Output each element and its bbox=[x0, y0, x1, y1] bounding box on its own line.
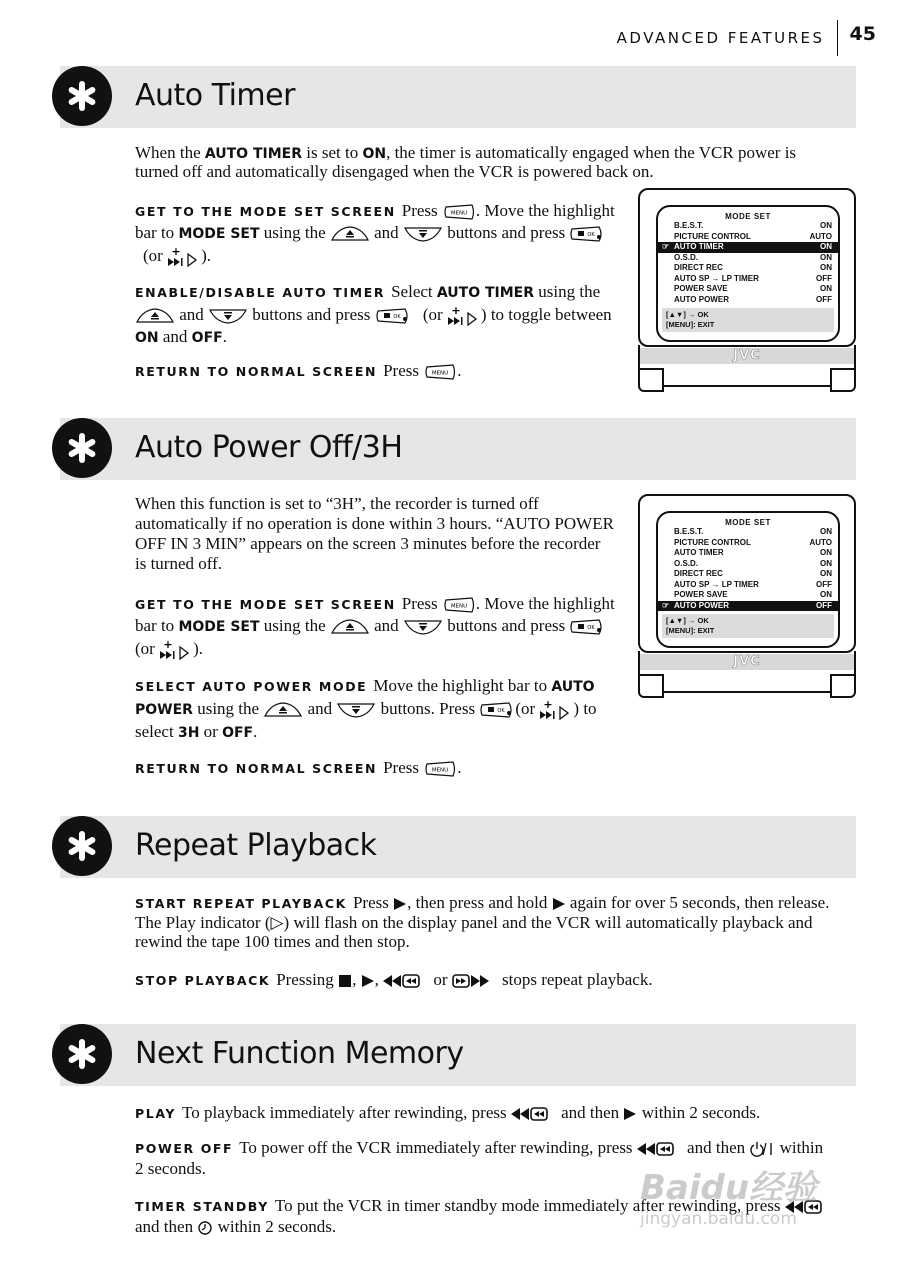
asterisk-icon bbox=[52, 816, 112, 876]
screen-footer: [▲▼] → OK [MENU]: EXIT bbox=[662, 614, 834, 638]
play-plus-icon bbox=[159, 640, 193, 660]
play-icon bbox=[623, 1107, 637, 1121]
auto-timer-title: Auto Timer bbox=[135, 78, 295, 113]
auto-power-step-return: RETURN TO NORMAL SCREEN Press . bbox=[135, 758, 462, 777]
auto-timer-step-return: RETURN TO NORMAL SCREEN Press . bbox=[135, 361, 462, 380]
screen-footer: [▲▼] → OK [MENU]: EXIT bbox=[662, 308, 834, 332]
rewind-icon bbox=[383, 973, 429, 989]
menu-row: AUTO SP → LP TIMER OFF bbox=[674, 579, 832, 589]
auto-power-step-select: SELECT AUTO POWER MODE Move the highlight bar to AUTO POWER using the and buttons. Press (or ) to select 3H or OFF. bbox=[135, 676, 597, 741]
tv-mode-set-screen-auto-power bbox=[638, 494, 856, 694]
rewind-icon bbox=[637, 1141, 683, 1157]
repeat-playback-heading-bar bbox=[60, 816, 856, 878]
auto-power-heading-bar bbox=[60, 418, 856, 480]
down-arrow-button-icon bbox=[403, 619, 443, 635]
up-arrow-button-icon bbox=[330, 619, 370, 635]
pointer-icon: ☞ bbox=[662, 600, 670, 610]
section-label: ADVANCED FEATURES bbox=[616, 29, 825, 47]
menu-row: PICTURE CONTROL AUTO bbox=[674, 231, 832, 241]
down-arrow-button-icon bbox=[208, 308, 248, 324]
fast-forward-icon bbox=[452, 973, 498, 989]
menu-row: POWER SAVE ON bbox=[674, 284, 832, 293]
menu-row: POWER SAVE ON bbox=[674, 590, 832, 599]
menu-row: AUTO TIMER ON bbox=[674, 548, 832, 557]
menu-row-highlighted: ☞ AUTO TIMER ON bbox=[658, 242, 838, 253]
play-icon bbox=[393, 897, 407, 911]
tv-mode-set-screen-auto-timer bbox=[638, 188, 856, 388]
up-arrow-button-icon bbox=[263, 702, 303, 718]
running-header bbox=[617, 20, 876, 56]
menu-row: B.E.S.T. ON bbox=[674, 527, 832, 536]
auto-power-title: Auto Power Off/3H bbox=[135, 430, 403, 465]
watermark: Baidu经验 jingyan.baidu.com bbox=[640, 1168, 818, 1229]
ok-button-icon bbox=[569, 225, 605, 243]
menu-row: AUTO SP → LP TIMER OFF bbox=[674, 273, 832, 283]
next-function-heading-bar bbox=[60, 1024, 856, 1086]
power-icon bbox=[749, 1141, 775, 1157]
play-plus-icon bbox=[539, 700, 573, 720]
menu-row: PICTURE CONTROL AUTO bbox=[674, 537, 832, 547]
menu-row: AUTO POWER OFF bbox=[674, 294, 832, 304]
menu-row-highlighted: ☞ AUTO POWER OFF bbox=[658, 601, 838, 612]
down-arrow-button-icon bbox=[403, 226, 443, 242]
timer-icon bbox=[197, 1220, 213, 1236]
ok-button-icon bbox=[479, 701, 515, 719]
menu-button-icon bbox=[423, 364, 457, 380]
asterisk-icon bbox=[52, 418, 112, 478]
tv-screen: MODE SET B.E.S.T. ON PICTURE CONTROL AUTO AUTO TIMER ON O.S.D. ON DIRECT REC ON AUTO SP → LP TIMER OFF POWER SAVE ON ☞ AUTO POWER OFF [▲▼] → OK [MENU]: EXIT bbox=[656, 511, 840, 648]
menu-button-icon bbox=[442, 597, 476, 613]
play-plus-icon bbox=[447, 306, 481, 326]
next-function-power-off: POWER OFF To power off the VCR immediately after rewinding, press and then within 2 seconds. bbox=[135, 1138, 824, 1178]
repeat-start-step: START REPEAT PLAYBACK Press , then press and hold again for over 5 seconds, then release. The Play indicator (▷) will flash on the display panel and the VCR will automatically playback and rewind the tape 100 times and then stop. bbox=[135, 893, 830, 951]
menu-row: O.S.D. ON bbox=[674, 252, 832, 262]
menu-row: DIRECT REC ON bbox=[674, 263, 832, 272]
auto-power-intro: When this function is set to “3H”, the recorder is turned off automatically if no operation is done within 3 hours. “AUTO POWER OFF IN 3 MIN” appears on the screen 3 minutes before the recorder is turned off. bbox=[135, 494, 614, 573]
down-arrow-button-icon bbox=[336, 702, 376, 718]
next-function-play: PLAY To playback immediately after rewinding, press and then within 2 seconds. bbox=[135, 1103, 761, 1122]
auto-timer-heading-bar bbox=[60, 66, 856, 128]
page-number: 45 bbox=[837, 20, 876, 56]
next-function-timer-standby: TIMER STANDBY To put the VCR in timer standby mode immediately after rewinding, press and then within 2 seconds. bbox=[135, 1196, 835, 1237]
menu-button-icon bbox=[442, 204, 476, 220]
up-arrow-button-icon bbox=[330, 226, 370, 242]
next-function-title: Next Function Memory bbox=[135, 1036, 464, 1071]
menu-button-icon bbox=[423, 761, 457, 777]
repeat-playback-title: Repeat Playback bbox=[135, 828, 377, 863]
asterisk-icon bbox=[52, 66, 112, 126]
menu-row: O.S.D. ON bbox=[674, 558, 832, 568]
play-plus-icon bbox=[167, 247, 201, 267]
asterisk-icon bbox=[52, 1024, 112, 1084]
auto-power-step-mode-set: GET TO THE MODE SET SCREEN Press . Move the highlight bar to MODE SET using the and buttons and press (or ). bbox=[135, 593, 615, 660]
pointer-icon: ☞ bbox=[662, 242, 670, 251]
auto-timer-step-mode-set: GET TO THE MODE SET SCREEN Press . Move the highlight bar to MODE SET using the and buttons and press (or ). bbox=[135, 200, 615, 267]
tv-screen: MODE SET B.E.S.T. ON PICTURE CONTROL AUTO ☞ AUTO TIMER ON O.S.D. ON DIRECT REC ON AUTO SP → LP TIMER OFF POWER SAVE ON AUTO POWER OFF [▲▼] → OK [MENU]: EXIT bbox=[656, 205, 840, 342]
auto-timer-step-toggle: ENABLE/DISABLE AUTO TIMER Select AUTO TIMER using the and buttons and press (or ) to toggle between ON and OFF. bbox=[135, 282, 612, 347]
menu-row: DIRECT REC ON bbox=[674, 569, 832, 578]
ok-button-icon bbox=[569, 618, 605, 636]
menu-row: B.E.S.T. ON bbox=[674, 221, 832, 230]
stop-icon bbox=[338, 974, 352, 988]
play-icon bbox=[361, 974, 375, 988]
rewind-icon bbox=[511, 1106, 557, 1122]
brand-logo: JVC bbox=[640, 654, 854, 670]
auto-timer-intro: When the AUTO TIMER is set to ON, the timer is automatically engaged when the VCR power is turned off and automatically disengaged when the VCR is powered back on. bbox=[135, 143, 797, 181]
play-icon bbox=[552, 897, 566, 911]
repeat-stop-step: STOP PLAYBACK Pressing , , or stops repeat playback. bbox=[135, 970, 653, 989]
up-arrow-button-icon bbox=[135, 308, 175, 324]
ok-button-icon bbox=[375, 307, 411, 325]
brand-logo: JVC bbox=[640, 348, 854, 364]
